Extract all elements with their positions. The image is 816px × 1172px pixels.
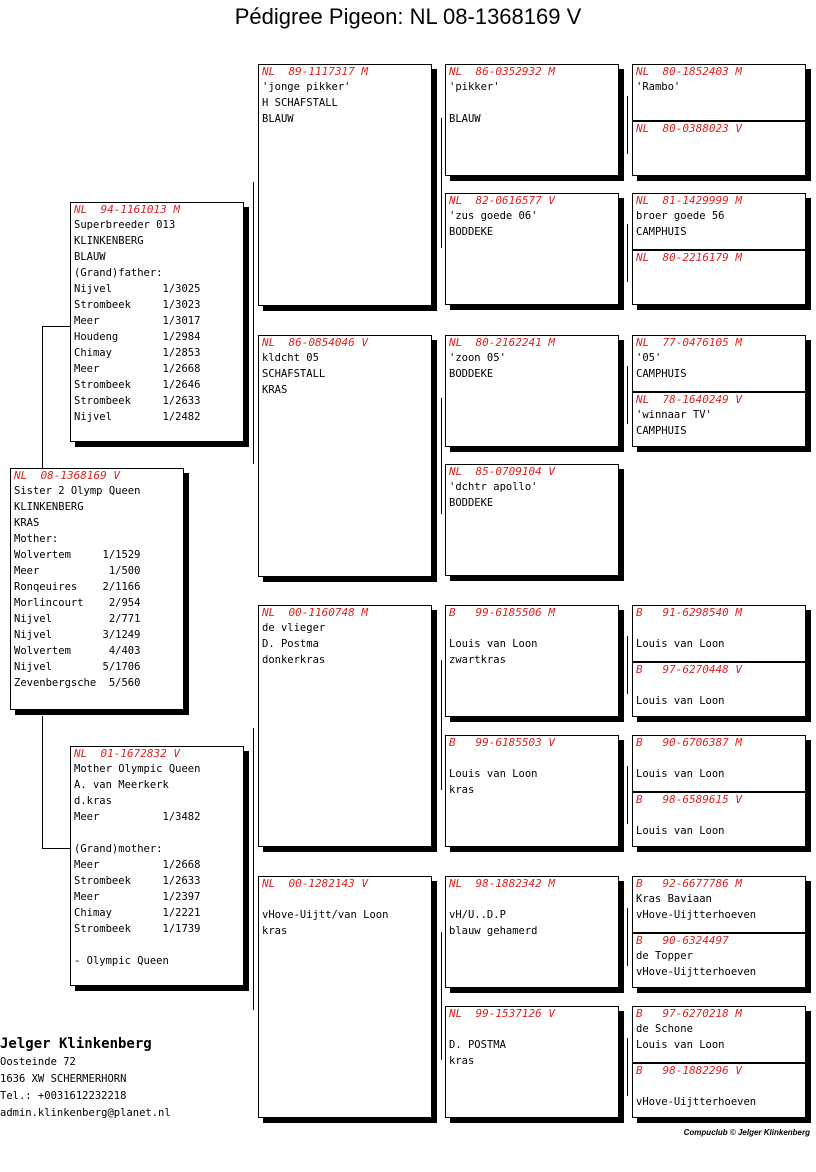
detail-line: (Grand)father:: [74, 267, 163, 279]
detail-line: CAMPHUIS: [636, 368, 687, 380]
detail-line: Nijvel 1/3025: [74, 283, 201, 295]
detail-line: Nijvel 5/1706: [14, 661, 141, 673]
connector-line: [42, 848, 70, 849]
connector-line: [627, 224, 628, 282]
ring-number: B 99-6185503 V: [449, 736, 555, 749]
detail-line: Strombeek 1/2633: [74, 395, 201, 407]
detail-line: Louis van Loon: [636, 768, 725, 780]
detail-line: [449, 1021, 618, 1037]
detail-line: BODDEKE: [449, 497, 494, 509]
detail-line: broer goede 56: [636, 210, 725, 222]
connector-line: [42, 326, 43, 468]
detail-line: kras: [449, 784, 475, 796]
ring-number: NL 80-0388023 V: [636, 122, 742, 135]
ring-number: B 98-1882296 V: [636, 1064, 742, 1077]
pigeon-details: [71, 217, 243, 425]
detail-line: BLAUW: [74, 251, 106, 263]
ring-number: NL 85-0709104 V: [449, 465, 555, 478]
detail-line: Louis van Loon: [636, 825, 725, 837]
detail-line: Meer 1/2668: [74, 859, 201, 871]
detail-line: 'pikker': [449, 81, 500, 93]
detail-line: Strombeek 1/2633: [74, 875, 201, 887]
detail-line: vHove-Uijtterhoeven: [636, 1096, 757, 1108]
ring-number: B 98-6589615 V: [636, 793, 742, 806]
detail-line: Chimay 1/2853: [74, 347, 201, 359]
mother-card: [70, 746, 244, 986]
detail-line: [74, 937, 243, 953]
pigeon-details: [446, 350, 618, 382]
owner-email[interactable]: admin.klinkenberg@planet.nl: [0, 1107, 171, 1119]
subject-pigeon-card: [10, 468, 184, 710]
detail-line: [636, 750, 805, 766]
detail-line: Zevenbergsche 5/560: [14, 677, 141, 689]
great-grand-card: [632, 1063, 806, 1118]
ring-number: NL 99-1537126 V: [449, 1007, 555, 1020]
detail-line: vHove-Uijtterhoeven: [636, 909, 757, 921]
pigeon-details: [633, 620, 805, 652]
detail-line: KRAS: [262, 384, 288, 396]
pigeon-details: [71, 761, 243, 969]
owner-phone: Tel.: +0031612232218: [0, 1090, 127, 1102]
ring-number: B 92-6677786 M: [636, 877, 742, 890]
ring-number: NL 86-0352932 M: [449, 65, 555, 78]
ring-number: NL 80-1852403 M: [636, 65, 742, 78]
owner-address: Oosteinde 72: [0, 1056, 76, 1068]
great-grand-card: [632, 933, 806, 988]
detail-line: Nijvel 2/771: [14, 613, 141, 625]
ring-number: B 91-6298540 M: [636, 606, 742, 619]
pigeon-details: [633, 807, 805, 839]
detail-line: kras: [449, 1055, 475, 1067]
detail-line: de vlieger: [262, 622, 326, 634]
connector-line: [627, 366, 628, 424]
pigeon-details: [446, 750, 618, 798]
detail-line: KRAS: [14, 517, 40, 529]
mother-father-card: [258, 605, 432, 847]
ancestor-card: [445, 335, 619, 447]
pigeon-details: [446, 1021, 618, 1069]
ring-number: NL 77-0476105 M: [636, 336, 742, 349]
connector-line: [627, 766, 628, 824]
detail-line: Louis van Loon: [636, 695, 725, 707]
detail-line: 'zus goede 06': [449, 210, 538, 222]
great-grand-card: [632, 662, 806, 717]
detail-line: D. POSTMA: [449, 1039, 506, 1051]
pigeon-details: [11, 483, 183, 691]
great-grand-card: [632, 335, 806, 392]
page-title: Pédigree Pigeon: NL 08-1368169 V: [234, 4, 582, 29]
pigeon-details: [633, 750, 805, 782]
detail-line: Louis van Loon: [449, 638, 538, 650]
detail-line: KLINKENBERG: [74, 235, 144, 247]
ancestor-card: [445, 64, 619, 176]
connector-line: [627, 636, 628, 694]
ring-number: B 97-6270218 M: [636, 1007, 742, 1020]
detail-line: 'dchtr apollo': [449, 481, 538, 493]
detail-line: Meer 1/500: [14, 565, 141, 577]
detail-line: BLAUW: [449, 113, 481, 125]
ring-number: NL 82-0616577 V: [449, 194, 555, 207]
ring-number: NL 86-0854046 V: [262, 336, 368, 349]
detail-line: '05': [636, 352, 662, 364]
ancestor-card: [445, 1006, 619, 1118]
detail-line: vHove-Uijtterhoeven: [636, 966, 757, 978]
father-mother-card: [258, 335, 432, 577]
ring-number: NL 01-1672832 V: [74, 747, 180, 760]
pigeon-details: [446, 208, 618, 240]
detail-line: Louis van Loon: [636, 1039, 725, 1051]
detail-line: blauw gehamerd: [449, 925, 538, 937]
detail-line: 'jonge pikker': [262, 81, 351, 93]
detail-line: KLINKENBERG: [14, 501, 84, 513]
father-father-card: [258, 64, 432, 306]
ring-number: NL 00-1282143 V: [262, 877, 368, 890]
ring-number: NL 80-2216179 M: [636, 251, 742, 264]
pigeon-details: [446, 891, 618, 939]
ring-number: NL 89-1117317 M: [262, 65, 368, 78]
detail-line: Chimay 1/2221: [74, 907, 201, 919]
connector-line: [253, 182, 254, 464]
detail-line: Superbreeder 013: [74, 219, 176, 231]
ancestor-card: [445, 193, 619, 305]
pigeon-details: [633, 1021, 805, 1053]
detail-line: 'zoon 05': [449, 352, 506, 364]
pigeon-details: [633, 948, 805, 980]
pigeon-details: [633, 350, 805, 382]
detail-line: Houdeng 1/2984: [74, 331, 201, 343]
detail-line: Meer 1/3017: [74, 315, 201, 327]
detail-line: Mother Olympic Queen: [74, 763, 201, 775]
ring-number: NL 94-1161013 M: [74, 203, 180, 216]
connector-line: [42, 716, 43, 848]
detail-line: Nijvel 3/1249: [14, 629, 141, 641]
ring-number: B 90-6324497: [636, 934, 729, 947]
detail-line: Meer 1/3482: [74, 811, 201, 823]
detail-line: kldcht 05: [262, 352, 319, 364]
ring-number: NL 81-1429999 M: [636, 194, 742, 207]
detail-line: BODDEKE: [449, 368, 494, 380]
detail-line: D. Postma: [262, 638, 319, 650]
ring-number: NL 00-1160748 M: [262, 606, 368, 619]
detail-line: Sister 2 Olymp Queen: [14, 485, 141, 497]
pigeon-details: [446, 620, 618, 668]
father-card: [70, 202, 244, 442]
detail-line: - Olympic Queen: [74, 955, 169, 967]
detail-line: H SCHAFSTALL: [262, 97, 338, 109]
ring-number: NL 78-1640249 V: [636, 393, 742, 406]
detail-line: kras: [262, 925, 288, 937]
detail-line: CAMPHUIS: [636, 425, 687, 437]
great-grand-card: [632, 792, 806, 847]
detail-line: 'Rambo': [636, 81, 681, 93]
detail-line: de Topper: [636, 950, 693, 962]
ring-number: B 99-6185506 M: [449, 606, 555, 619]
pigeon-details: [633, 208, 805, 240]
ancestor-card: [445, 735, 619, 847]
detail-line: Meer 1/2668: [74, 363, 201, 375]
connector-line: [441, 118, 442, 248]
detail-line: Strombeek 1/3023: [74, 299, 201, 311]
pigeon-details: [259, 891, 431, 939]
great-grand-card: [632, 121, 806, 176]
detail-line: [449, 891, 618, 907]
pigeon-details: [633, 891, 805, 923]
great-grand-card: [632, 64, 806, 121]
detail-line: Mother:: [14, 533, 59, 545]
detail-line: [449, 620, 618, 636]
mother-mother-card: [258, 876, 432, 1118]
pigeon-details: [259, 620, 431, 668]
detail-line: [636, 807, 805, 823]
detail-line: [449, 95, 618, 111]
detail-line: donkerkras: [262, 654, 326, 666]
detail-line: [449, 750, 618, 766]
detail-line: Louis van Loon: [636, 638, 725, 650]
detail-line: (Grand)mother:: [74, 843, 163, 855]
detail-line: Nijvel 1/2482: [74, 411, 201, 423]
pigeon-details: [633, 677, 805, 709]
great-grand-card: [632, 605, 806, 662]
owner-name: Jelger Klinkenberg: [0, 1036, 152, 1052]
detail-line: A. van Meerkerk: [74, 779, 169, 791]
detail-line: BLAUW: [262, 113, 294, 125]
detail-line: d.kras: [74, 795, 112, 807]
detail-line: Kras Baviaan: [636, 893, 712, 905]
great-grand-card: [632, 876, 806, 933]
detail-line: Strombeek 1/1739: [74, 923, 201, 935]
detail-line: Ronqeuires 2/1166: [14, 581, 141, 593]
detail-line: [74, 825, 243, 841]
owner-city: 1636 XW SCHERMERHORN: [0, 1073, 127, 1085]
connector-line: [42, 326, 70, 327]
great-grand-card: [632, 735, 806, 792]
pigeon-details: [633, 407, 805, 439]
detail-line: SCHAFSTALL: [262, 368, 326, 380]
detail-line: BODDEKE: [449, 226, 494, 238]
connector-line: [441, 660, 442, 790]
pigeon-details: [446, 479, 618, 511]
connector-line: [627, 96, 628, 154]
ring-number: NL 80-2162241 M: [449, 336, 555, 349]
detail-line: 'winnaar TV': [636, 409, 712, 421]
detail-line: [636, 677, 805, 693]
ancestor-card: [445, 876, 619, 988]
great-grand-card: [632, 250, 806, 305]
connector-line: [253, 728, 254, 1010]
detail-line: [262, 891, 431, 907]
ancestor-card: [445, 605, 619, 717]
great-grand-card: [632, 193, 806, 250]
detail-line: [636, 1078, 805, 1094]
detail-line: Meer 1/2397: [74, 891, 201, 903]
pigeon-details: [446, 79, 618, 127]
pigeon-details: [259, 79, 431, 127]
pigeon-details: [633, 79, 805, 95]
connector-line: [627, 908, 628, 966]
connector-line: [441, 932, 442, 1060]
owner-block: [0, 1034, 171, 1122]
detail-line: CAMPHUIS: [636, 226, 687, 238]
ring-number: NL 98-1882342 M: [449, 877, 555, 890]
detail-line: [636, 620, 805, 636]
detail-line: Wolvertem 4/403: [14, 645, 141, 657]
connector-line: [627, 1038, 628, 1096]
detail-line: Strombeek 1/2646: [74, 379, 201, 391]
credit-text: Compuclub © Jelger Klinkenberg: [683, 1128, 810, 1137]
ring-number: NL 08-1368169 V: [14, 469, 120, 482]
ring-number: B 90-6706387 M: [636, 736, 742, 749]
detail-line: de Schone: [636, 1023, 693, 1035]
pigeon-details: [259, 350, 431, 398]
connector-line: [441, 398, 442, 514]
detail-line: Morlincourt 2/954: [14, 597, 141, 609]
pigeon-details: [633, 1078, 805, 1110]
detail-line: vHove-Uijtt/van Loon: [262, 909, 389, 921]
detail-line: Wolvertem 1/1529: [14, 549, 141, 561]
ancestor-card: [445, 464, 619, 576]
detail-line: vH/U..D.P: [449, 909, 506, 921]
detail-line: zwartkras: [449, 654, 506, 666]
great-grand-card: [632, 392, 806, 447]
ring-number: B 97-6270448 V: [636, 663, 742, 676]
detail-line: Louis van Loon: [449, 768, 538, 780]
great-grand-card: [632, 1006, 806, 1063]
